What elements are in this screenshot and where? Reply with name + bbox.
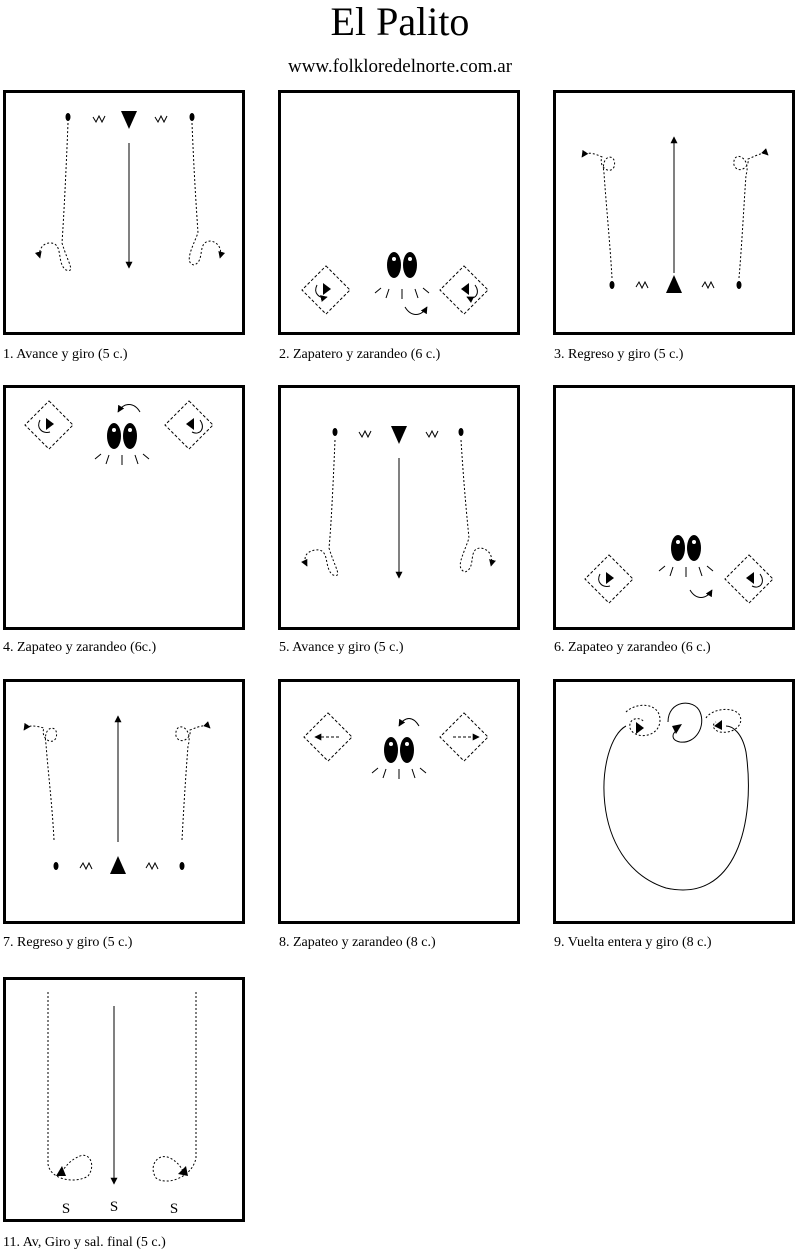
marker-s-left: S xyxy=(61,1201,71,1217)
dancer-foot-right xyxy=(403,252,417,278)
dancer-left-marker xyxy=(610,281,615,289)
diagram-panel-3 xyxy=(553,90,795,335)
right-path xyxy=(189,123,220,265)
zarandeo-arrow xyxy=(690,590,712,598)
left-path xyxy=(305,440,338,576)
panel-11-figure xyxy=(6,980,242,1219)
dancer-foot-right xyxy=(123,423,137,449)
diagram-panel-9 xyxy=(553,679,795,924)
dancer-right-marker xyxy=(190,113,195,121)
zarandeo-arrow xyxy=(399,719,419,727)
center-loop xyxy=(668,703,702,742)
zarandeo-arrow xyxy=(405,307,427,315)
left-loop xyxy=(626,705,660,735)
dancer-foot-left xyxy=(387,252,401,278)
caption-4: 4. Zapateo y zarandeo (6c.) xyxy=(3,640,157,655)
dancer-left-marker xyxy=(66,113,71,121)
center-triangle-up xyxy=(666,275,682,293)
caption-3: 3. Regreso y giro (5 c.) xyxy=(554,347,684,362)
caption-7: 7. Regreso y giro (5 c.) xyxy=(3,935,133,950)
diagram-panel-7 xyxy=(3,679,245,924)
panel-6-figure xyxy=(556,388,792,627)
diagram-panel-11 xyxy=(3,977,245,1222)
center-triangle xyxy=(121,111,137,129)
left-path xyxy=(39,123,70,271)
panel-2-figure xyxy=(281,93,517,332)
zigzag-left xyxy=(93,116,105,122)
right-path xyxy=(153,992,196,1181)
caption-1: 1. Avance y giro (5 c.) xyxy=(3,347,128,362)
caption-9: 9. Vuelta entera y giro (8 c.) xyxy=(554,935,712,950)
center-triangle xyxy=(391,426,407,444)
right-path xyxy=(734,153,768,278)
diagram-panel-4 xyxy=(3,385,245,630)
diagram-panel-1 xyxy=(3,90,245,335)
panel-5-figure xyxy=(281,388,517,627)
dancer-foot-left xyxy=(107,423,121,449)
left-path xyxy=(48,992,92,1180)
right-loop xyxy=(706,709,741,732)
marker-s-right: S xyxy=(169,1201,179,1217)
left-path xyxy=(582,153,615,278)
diagram-panel-2 xyxy=(278,90,520,335)
diagram-panel-5 xyxy=(278,385,520,630)
caption-11: 11. Av, Giro y sal. final (5 c.) xyxy=(3,1235,166,1250)
caption-8: 8. Zapateo y zarandeo (8 c.) xyxy=(279,935,436,950)
zarandeo-arrow xyxy=(118,405,140,413)
panel-1-figure xyxy=(6,93,242,332)
right-path xyxy=(460,440,491,572)
website-url: www.folkloredelnorte.com.ar xyxy=(287,56,513,77)
left-path xyxy=(24,726,57,840)
caption-5: 5. Avance y giro (5 c.) xyxy=(279,640,404,655)
caption-6: 6. Zapateo y zarandeo (6 c.) xyxy=(554,640,711,655)
caption-2: 2. Zapatero y zarandeo (6 c.) xyxy=(279,347,441,362)
right-path xyxy=(176,726,210,840)
marker-s-center: S xyxy=(109,1199,119,1215)
full-turn-path xyxy=(604,726,748,890)
page-title: El Palito xyxy=(330,0,470,44)
panel-7-figure xyxy=(6,682,242,921)
panel-3-figure xyxy=(556,93,792,332)
center-triangle-up xyxy=(110,856,126,874)
diagram-panel-8 xyxy=(278,679,520,924)
zigzag-right xyxy=(155,116,167,122)
panel-8-figure xyxy=(281,682,517,921)
panel-4-figure xyxy=(6,388,242,627)
panel-9-figure xyxy=(556,682,792,921)
dancer-right-marker xyxy=(737,281,742,289)
diagram-panel-6 xyxy=(553,385,795,630)
